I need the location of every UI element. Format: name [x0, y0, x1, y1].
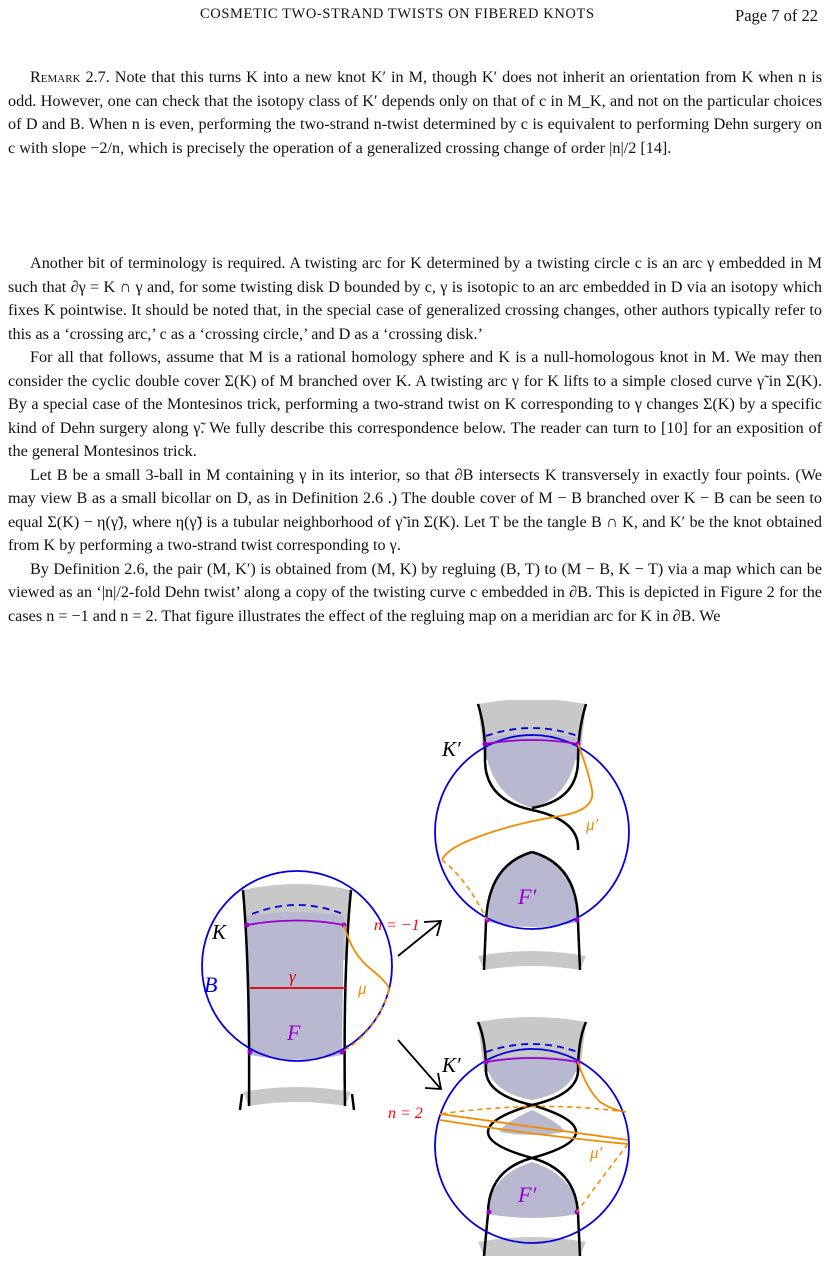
body-text	[8, 252, 822, 628]
label-mu: μ	[358, 979, 367, 998]
knot-stub-left	[240, 1094, 242, 1110]
tube-bottom	[478, 1237, 586, 1256]
marked-point	[487, 1210, 492, 1215]
figure-2	[0, 700, 830, 1256]
running-title: COSMETIC TWO-STRAND TWISTS ON FIBERED KNOTS	[200, 6, 595, 22]
label-K-prime: K′	[442, 737, 461, 761]
remark-label: Remark 2.7.	[30, 68, 110, 86]
remark-paragraph	[8, 66, 822, 160]
marked-point	[484, 1060, 489, 1065]
label-mu-prime: μ′	[590, 1143, 603, 1162]
label-B: B	[204, 972, 218, 997]
paragraph-2: For all that follows, assume that M is a rational homology sphere and K is a null-homologous knot in M. We may then consider the cyclic double cover Σ(K) of M branched over K. A twisting arc γ for K lifts to a simple closed curve γ̃ in Σ(K). By a special case of the Montesinos trick, performing a two-strand twist on K corresponding to γ changes Σ(K) by a specific kind of Dehn surgery along γ̃. We fully describe this correspondence below. The reader can turn to [10] for an exposition of the general Montesinos trick.	[8, 348, 822, 460]
marked-point	[575, 918, 580, 923]
page-number: Page 7 of 22	[735, 6, 818, 25]
meridian-arc-back	[577, 1144, 628, 1212]
label-F-prime: F′	[518, 1182, 537, 1207]
label-mu-prime: μ′	[586, 815, 599, 834]
marked-point	[248, 1050, 253, 1055]
label-n-minus-one: n = −1	[374, 917, 420, 934]
page-header	[0, 6, 830, 28]
tube-bottom	[243, 1087, 351, 1106]
marked-point	[483, 742, 488, 747]
tube-bottom	[478, 951, 586, 970]
marked-point	[340, 1050, 345, 1055]
label-n-two: n = 2	[388, 1105, 423, 1122]
label-K-prime: K′	[442, 1053, 461, 1077]
meridian-arc-back	[342, 990, 389, 1052]
left-diagram	[202, 871, 392, 1110]
top-right-diagram	[435, 700, 629, 970]
paragraph-4: By Definition 2.6, the pair (M, K′) is obtained from (M, K) by regluing (B, T) to (M − B, K − T) via a map which can be viewed as an ‘|n|/2-fold Dehn twist’ along a copy of the twisting curve c embedded in ∂B. This is depicted in Figure 2 for the cases n = −1 and n = 2. That figure illustrates the effect of the regluing map on a meridian arc for K in ∂B. We	[8, 559, 822, 625]
knot-stub-right	[352, 1094, 354, 1110]
remark-text: Note that this turns K into a new knot K′ in M, though K′ does not inherit an orientation from K when n is odd. However, one can check that the isotopy class of K′ depends only on that of c in M_K, and not on the particular choices of D and B. When n is even, performing the two-strand n-twist determined by c is equivalent to performing Dehn surgery on c with slope −2/n, which is precisely the operation of a generalized crossing change of order |n|/2 [14].	[8, 68, 822, 157]
label-K: K	[212, 920, 227, 944]
label-F-prime: F′	[518, 884, 537, 909]
paragraph-3: Let B be a small 3-ball in M containing γ in its interior, so that ∂B intersects K transversely in exactly four points. (We may view B as a small bicollar on D, as in Definition 2.6 .) The double cover of M − B branched over K − B can be seen to equal Σ(K) − η(γ̃), where η(γ̃) is a tubular neighborhood of γ̃ in Σ(K). Let T be the tangle B ∩ K, and K′ be the knot obtained from K by performing a two-strand twist corresponding to γ.	[8, 465, 822, 554]
paragraph-1: Another bit of terminology is required. A twisting arc for K determined by a twisting circle c is an arc γ embedded in M such that ∂γ = K ∩ γ and, for some twisting disk D bounded by c, γ is isotopic to an arc embedded in D via an isotopy which fixes K pointwise. It should be noted that, in the special case of generalized crossing changes, other authors typically refer to this as a ‘crossing arc,’ c as a ‘crossing circle,’ and D as a ‘crossing disk.’	[8, 254, 822, 343]
label-gamma: γ	[289, 967, 296, 986]
arrow-down	[398, 1040, 441, 1089]
remark-block	[8, 66, 822, 160]
bottom-right-diagram	[435, 1017, 629, 1256]
figure-2-diagram	[0, 700, 830, 1256]
label-F: F	[287, 1020, 301, 1045]
marked-point	[245, 923, 250, 928]
surface-F-prime-top	[484, 734, 578, 808]
meridian-arc-back	[442, 860, 487, 920]
